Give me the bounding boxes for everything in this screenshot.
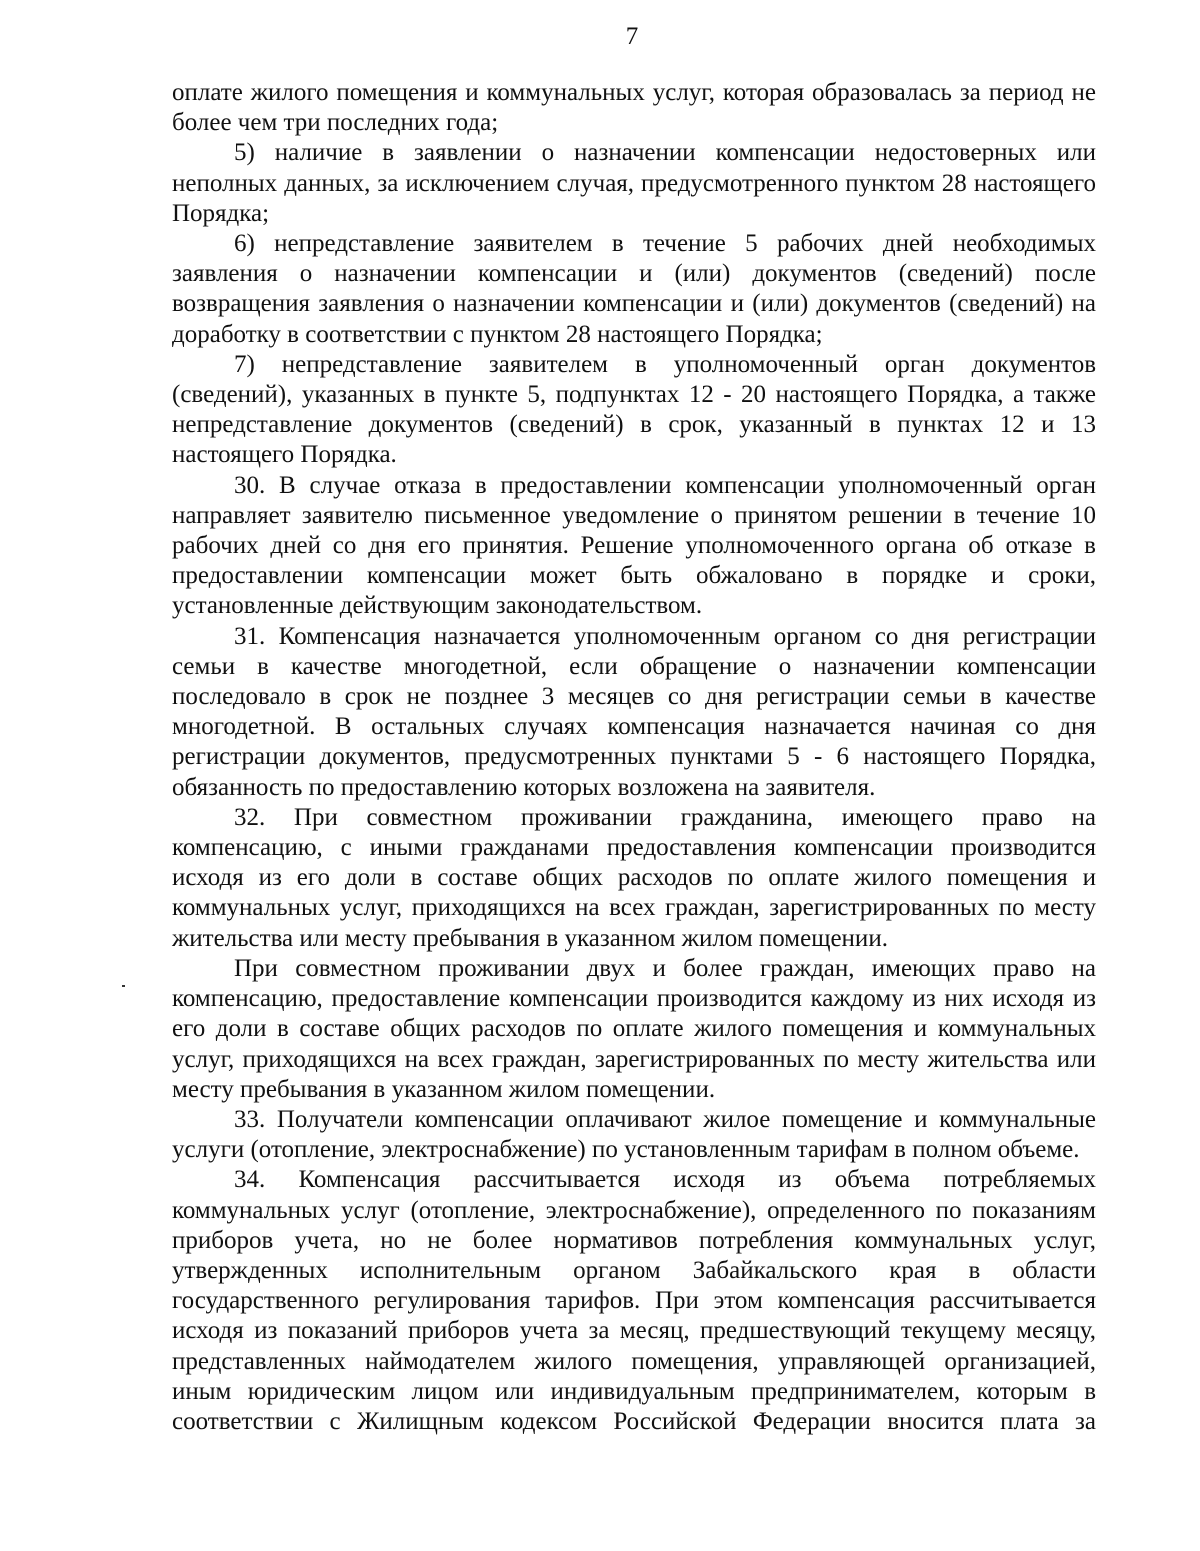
- paragraph-clause-32-continued: При совместном проживании двух и более граждан, имеющих право на компенсацию, предоставление компенсации производится каждому из них исходя из его доли в составе общих расходов по оплате жилого помещения и коммунальных услуг, приходящихся на всех граждан, зарегистрированных по месту жительства или месту пребывания в указанном жилом помещении.: [172, 954, 1096, 1103]
- paragraph-item-5: 5) наличие в заявлении о назначении компенсации недостоверных или неполных данных, за исключением случая, предусмотренного пунктом 28 настоящего Порядка;: [172, 139, 1096, 227]
- paragraph-clause-31: 31. Компенсация назначается уполномоченным органом со дня регистрации семьи в качестве многодетной, если обращение о назначении компенсации последовало в срок не позднее 3 месяцев со дня регистрации семьи в качестве многодетной. В остальных случаях компенсация назначается начиная со дня регистрации документов, предусмотренных пунктами 5 - 6 настоящего Порядка, обязанность по предоставлению которых возложена на заявителя.: [172, 622, 1096, 801]
- paragraph-item-6: 6) непредставление заявителем в течение 5 рабочих дней необходимых заявления о назначении компенсации и (или) документов (сведений) после возвращения заявления о назначении компенсации и (или) документов (сведений) на доработку в соответствии с пунктом 28 настоящего Порядка;: [172, 230, 1096, 348]
- paragraph-item-7: 7) непредставление заявителем в уполномоченный орган документов (сведений), указанных в пункте 5, подпунктах 12 - 20 настоящего Порядка, а также непредставление документов (сведений) в срок, указанный в пунктах 12 и 13 настоящего Порядка.: [172, 350, 1096, 469]
- paragraph-clause-33: 33. Получатели компенсации оплачивают жилое помещение и коммунальные услуги (отопление, электроснабжение) по установленным тарифам в полном объеме.: [172, 1105, 1096, 1164]
- paragraph-clause-30: 30. В случае отказа в предоставлении компенсации уполномоченный орган направляет заявителю письменное уведомление о принятом решении в течение 10 рабочих дней со дня его принятия. Решение уполномоченного органа об отказе в предоставлении компенсации может быть обжаловано в порядке и сроки, установленные действующим законодательством.: [172, 471, 1096, 620]
- page-number: 7: [625, 23, 639, 50]
- paragraph-continuation: оплате жилого помещения и коммунальных услуг, которая образовалась за период не более чем три последних года;: [172, 79, 1096, 137]
- scan-speck: [122, 985, 125, 987]
- paragraph-clause-34: 34. Компенсация рассчитывается исходя из объема потребляемых коммунальных услуг (отопление, электроснабжение), определенного по показаниям приборов учета, но не более нормативов потребления коммунальных услуг, утвержденных исполнительным органом Забайкальского края в области государственного регулирования тарифов. При этом компенсация рассчитывается исходя из показаний приборов учета за месяц, предшествующий текущему месяцу, представленных наймодателем жилого помещения, управляющей организацией, иным юридическим лицом или индивидуальным предпринимателем, которым в соответствии с Жилищным кодексом Российской Федерации вносится плата за: [172, 1166, 1096, 1435]
- paragraph-clause-32: 32. При совместном проживании гражданина, имеющего право на компенсацию, с иными гражданами предоставления компенсации производится исходя из его доли в составе общих расходов по оплате жилого помещения и коммунальных услуг, приходящихся на всех граждан, зарегистрированных по месту жительства или месту пребывания в указанном жилом помещении.: [172, 803, 1096, 952]
- document-body: [172, 78, 1096, 1437]
